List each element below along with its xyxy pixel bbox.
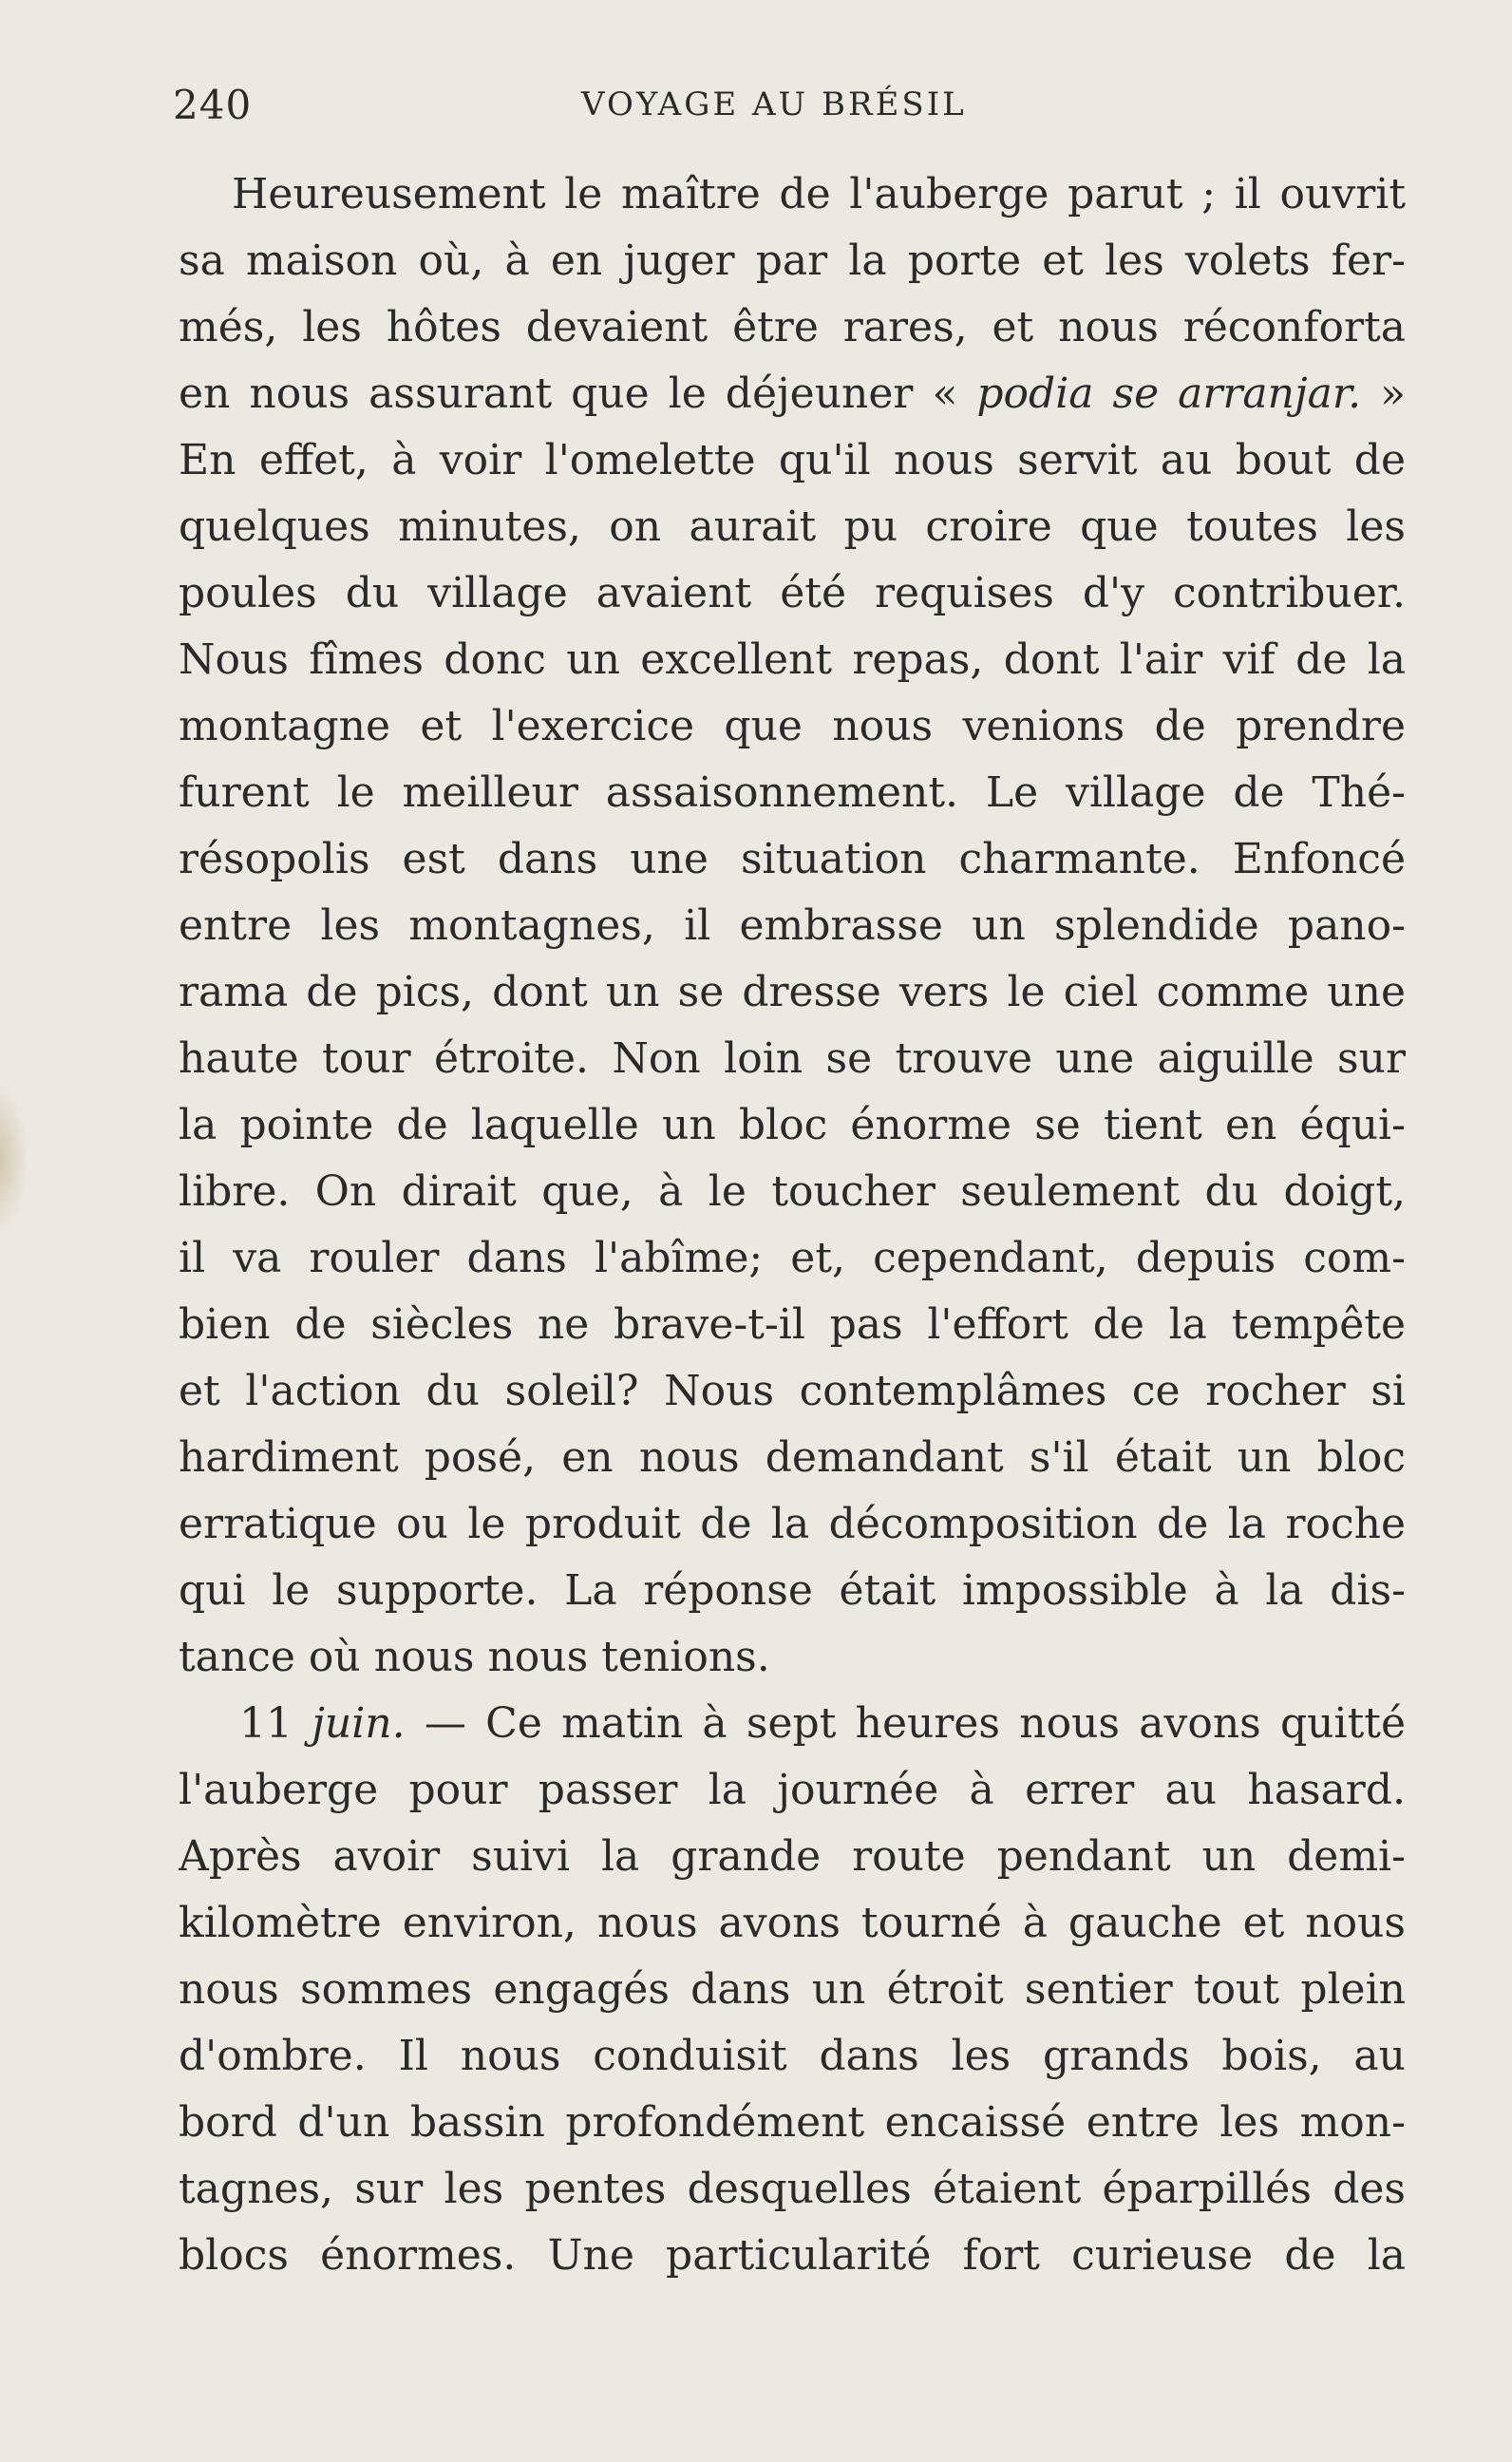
text-line: nous sommes engagés dans un étroit sentier tout plein (179, 1965, 1406, 2014)
text-line: entre les montagnes, il embrasse un splendide pano- (179, 901, 1406, 950)
italic-phrase: podia se arranjar. (976, 369, 1362, 418)
text-line: montagne et l'exercice que nous venions de prendre (179, 702, 1406, 750)
text-line: Après avoir suivi la grande route pendant un demi- (179, 1832, 1406, 1881)
text-line: et l'action du soleil? Nous contemplâmes ce rocher si (179, 1367, 1406, 1415)
text-line (179, 1691, 1406, 1757)
text-line: Heureusement le maître de l'auberge parut ; il ouvrit (232, 170, 1406, 218)
text-line: quelques minutes, on aurait pu croire que toutes les (179, 502, 1406, 551)
text-line: d'ombre. Il nous conduisit dans les grands bois, au (179, 2032, 1406, 2080)
text-line: Nous fîmes donc un excellent repas, dont l'air vif de la (179, 635, 1406, 684)
text-line: tance où nous nous tenions. (179, 1633, 770, 1681)
text-line: libre. On dirait que, à le toucher seulement du doigt, (179, 1167, 1406, 1216)
text-line: tagnes, sur les pentes desquelles étaient éparpillés des (179, 2165, 1406, 2213)
text-line (179, 361, 1406, 427)
text-line: sa maison où, à en juger par la porte et les volets fer- (179, 237, 1406, 285)
text-line: més, les hôtes devaient être rares, et nous réconforta (179, 303, 1406, 351)
text-fragment: — Ce matin à sept heures nous avons quitté (405, 1699, 1406, 1748)
page-number: 240 (173, 82, 253, 128)
text-line: En effet, à voir l'omelette qu'il nous servit au bout de (179, 436, 1406, 484)
text-line: la pointe de laquelle un bloc énorme se tient en équi- (179, 1101, 1406, 1149)
text-line: poules du village avaient été requises d'y contribuer. (179, 569, 1406, 617)
text-line: il va rouler dans l'abîme; et, cependant, depuis com- (179, 1234, 1406, 1282)
text-fragment: en nous assurant que le déjeuner « (179, 369, 977, 418)
text-line: kilomètre environ, nous avons tourné à gauche et nous (179, 1899, 1406, 1947)
running-title: VOYAGE AU BRÉSIL (581, 85, 967, 123)
body-text (179, 161, 1406, 2289)
text-line: hardiment posé, en nous demandant s'il était un bloc (179, 1433, 1406, 1482)
text-line: l'auberge pour passer la journée à errer au hasard. (179, 1766, 1406, 1814)
quote-close: » (1361, 369, 1406, 418)
text-line: haute tour étroite. Non loin se trouve une aiguille sur (179, 1034, 1406, 1083)
date-number: 11 (239, 1699, 312, 1748)
page-edge-stain (0, 1083, 28, 1235)
date-italic: juin. (312, 1699, 406, 1748)
text-line: furent le meilleur assaisonnement. Le village de Thé- (179, 768, 1406, 817)
text-line: rama de pics, dont un se dresse vers le ciel comme une (179, 968, 1406, 1016)
running-head (173, 82, 1408, 139)
text-line: résopolis est dans une situation charmante. Enfoncé (179, 835, 1406, 883)
text-line: blocs énormes. Une particularité fort curieuse de la (179, 2231, 1406, 2280)
text-line: bien de siècles ne brave-t-il pas l'effort de la tempête (179, 1300, 1406, 1349)
text-line: bord d'un bassin profondément encaissé entre les mon- (179, 2098, 1406, 2147)
text-line: erratique ou le produit de la décomposition de la roche (179, 1500, 1406, 1548)
text-line: qui le supporte. La réponse était impossible à la dis- (179, 1566, 1406, 1615)
